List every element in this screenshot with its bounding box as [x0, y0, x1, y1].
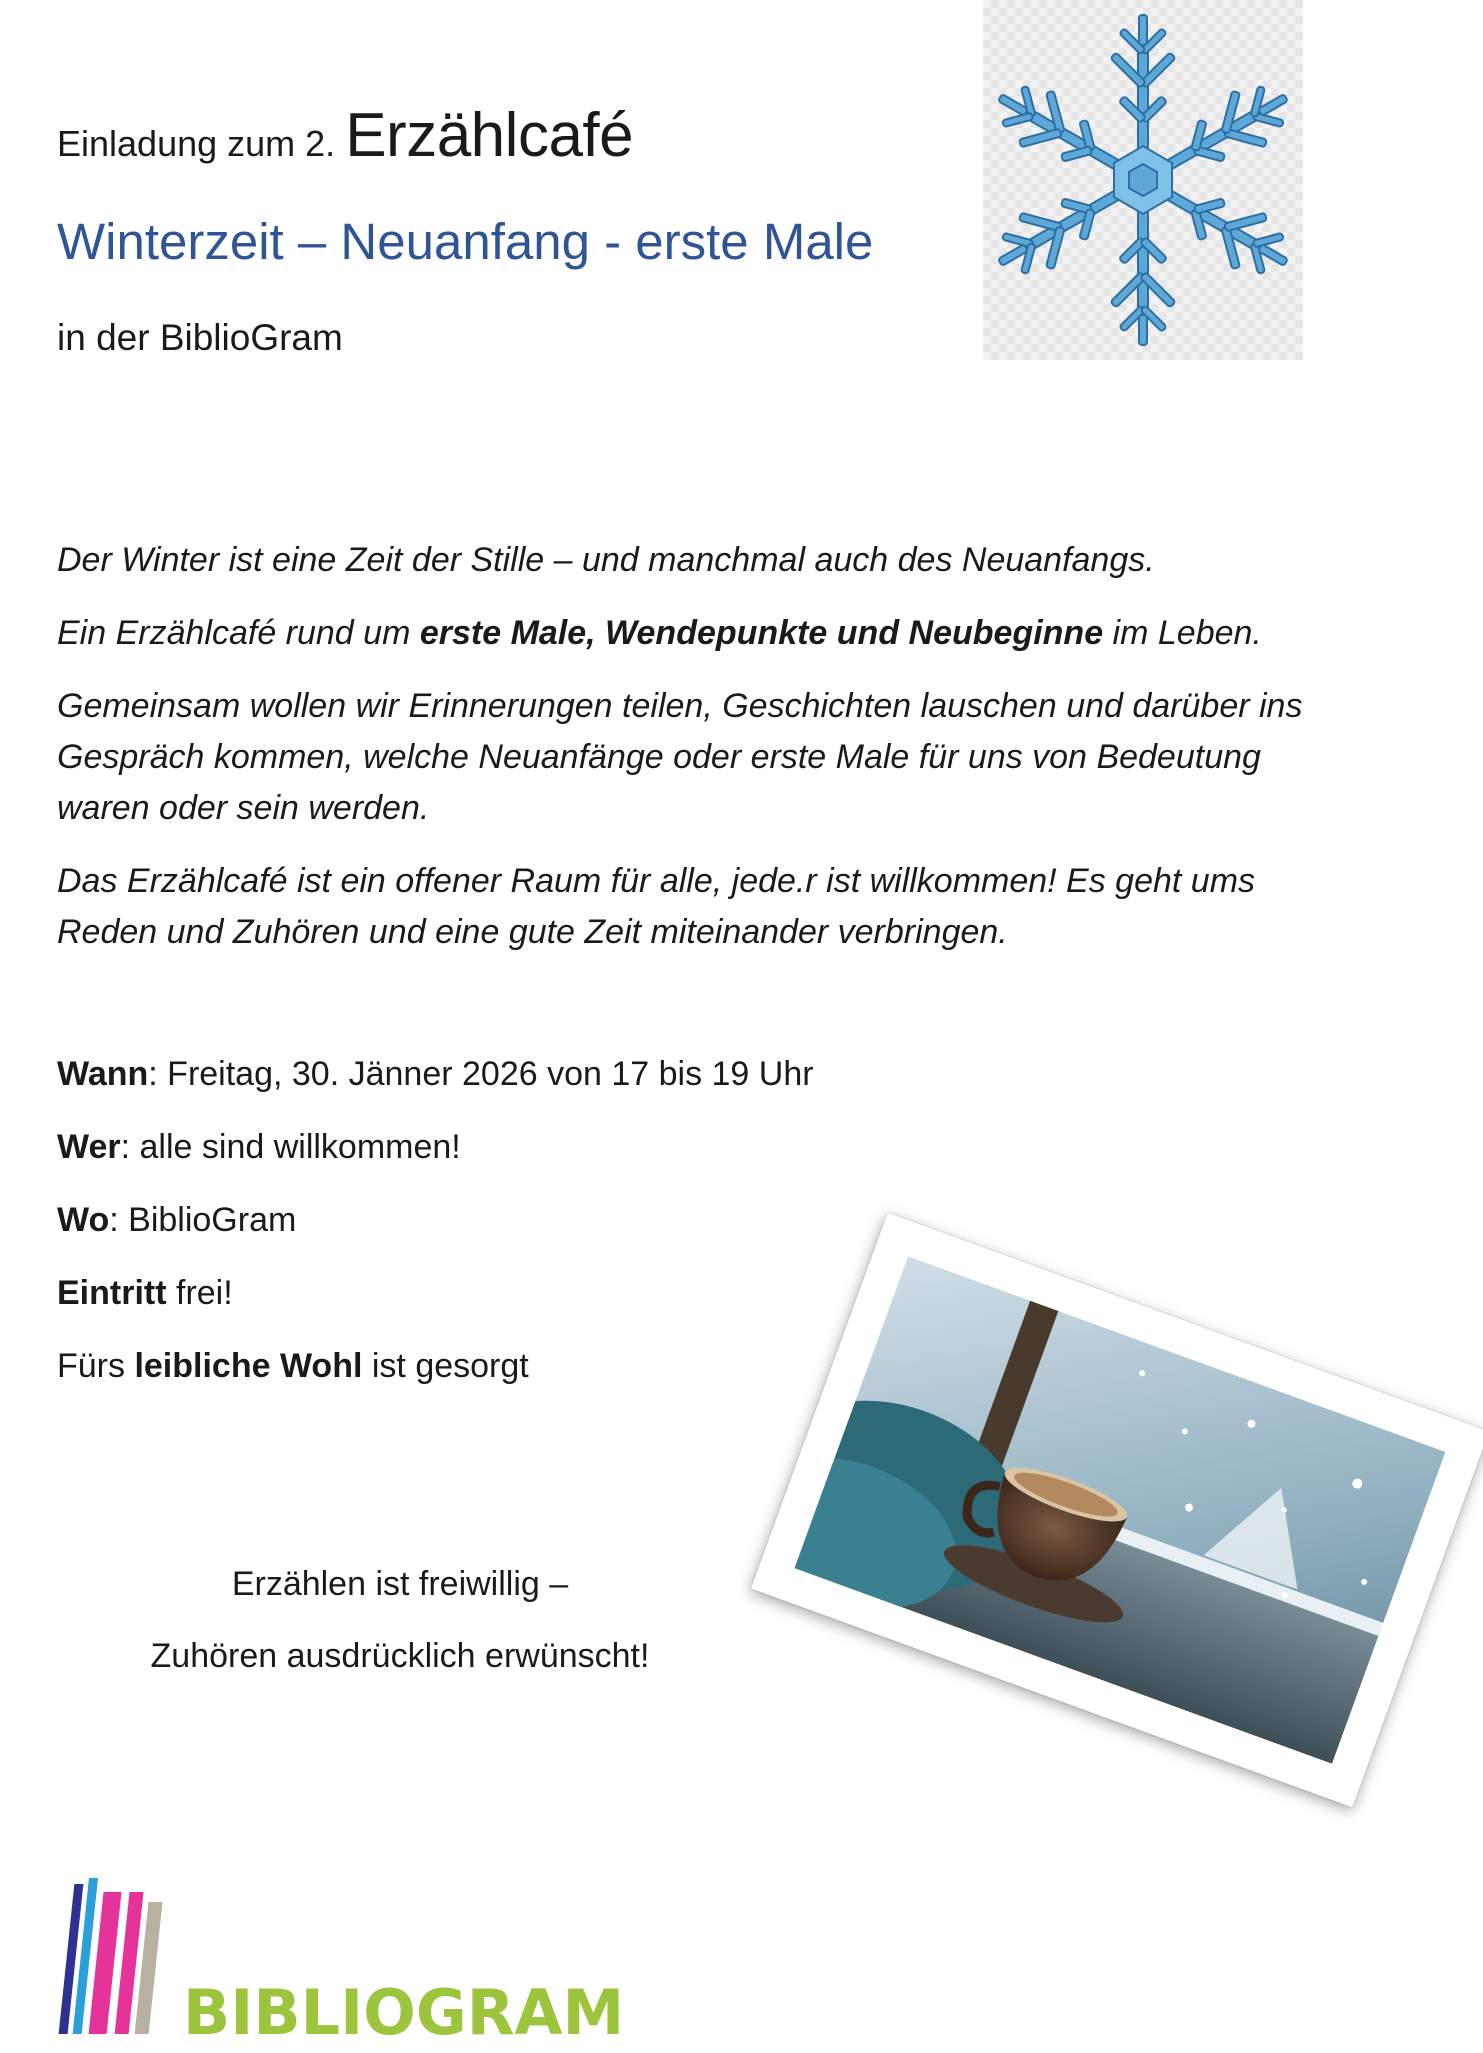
detail-who: Wer: alle sind willkommen!: [57, 1128, 461, 1166]
detail-where: Wo: BiblioGram: [57, 1201, 297, 1239]
event-subtitle: Winterzeit – Neuanfang - erste Male: [57, 213, 874, 270]
bibliogram-logo-mark: [57, 1870, 677, 2048]
logo-wordmark: BIBLIOGRAM: [183, 1976, 625, 2048]
bibliogram-logo: [57, 1870, 677, 2048]
invitation-prefix: Einladung zum 2.: [57, 123, 336, 164]
snowflake-icon: [983, 0, 1303, 360]
intro-paragraph-2: Ein Erzählcafé rund um erste Male, Wendepunkte und Neubeginne im Leben.: [57, 614, 1262, 652]
detail-food: Fürs leibliche Wohl ist gesorgt: [57, 1347, 529, 1385]
detail-entry: Eintritt frei!: [57, 1274, 233, 1312]
intro-highlight: erste Male, Wendepunkte und Neubeginne: [419, 614, 1104, 652]
closing-line-2: Zuhören ausdrücklich erwünscht!: [150, 1637, 650, 1675]
closing-note: [100, 1560, 700, 1704]
snowflake-image: [983, 0, 1303, 360]
invitation-heading: [57, 100, 633, 171]
location-line: in der BiblioGram: [57, 317, 343, 358]
intro-paragraph-3: Gemeinsam wollen wir Erinnerungen teilen, Geschichten lauschen und darüber ins Gespräch kommen, welche Neuanfänge oder erste Male für uns von Bedeutung waren oder sein werden.: [57, 687, 1303, 827]
detail-when: Wann: Freitag, 30. Jänner 2026 von 17 bis 19 Uhr: [57, 1055, 814, 1093]
coffee-cup-winter-window-photo: [794, 1256, 1445, 1764]
coffee-photo: [751, 1213, 1483, 1808]
intro-paragraph-4: Das Erzählcafé ist ein offener Raum für alle, jede.r ist willkommen! Es geht ums Reden und Zuhören und eine gute Zeit miteinander verbringen.: [57, 862, 1256, 951]
intro-text: [57, 535, 1357, 980]
intro-paragraph-1: Der Winter ist eine Zeit der Stille – und manchmal auch des Neuanfangs.: [57, 541, 1155, 579]
event-title: Erzählcafé: [345, 101, 634, 170]
event-details: [57, 1050, 814, 1415]
closing-line-1: Erzählen ist freiwillig –: [231, 1565, 569, 1603]
photo-scene: [794, 1256, 1445, 1764]
